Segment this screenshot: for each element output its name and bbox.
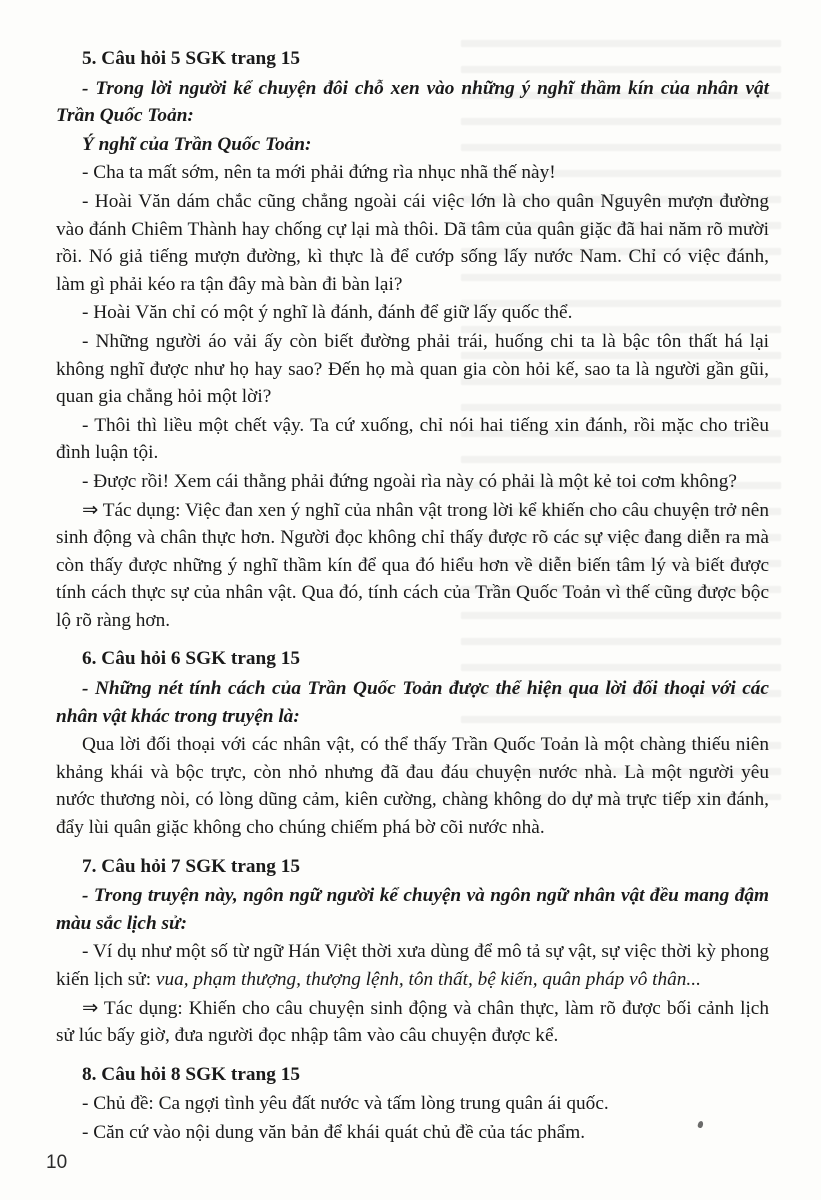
question-prompt-5: - Trong lời người kể chuyện đôi chỗ xen vào những ý nghĩ thầm kín của nhân vật Trần Quốc Toản: — [56, 77, 769, 127]
page-number: 10 — [46, 1152, 68, 1173]
list-item: - Thôi thì liều một chết vậy. Ta cứ xuống, chỉ nói hai tiếng xin đánh, rồi mặc cho triều đình luận tội. — [56, 414, 769, 464]
section-heading-5: 5. Câu hỏi 5 SGK trang 15 — [82, 48, 301, 69]
section-heading-7: 7. Câu hỏi 7 SGK trang 15 — [82, 855, 301, 877]
answer-paragraph-6: Qua lời đối thoại với các nhân vật, có thể thấy Trần Quốc Toản là một chàng thiếu niên khảng khái và bộc trực, còn nhỏ nhưng đã đau đáu chuyện nước nhà. Là một người yêu nước thương nòi, có lòng dũng cảm, kiên cường, chàng không do dự mà trực tiếp xin đánh, đẩy lùi quân giặc không cho chúng chiếm phá bờ cõi nước nhà. — [56, 734, 769, 839]
example-lead-text: - Ví dụ như một số từ ngữ Hán Việt thời xưa dùng để mô tả sự vật, sự việc thời kỳ phong kiến lịch sử: — [56, 941, 769, 990]
list-item: - Chủ đề: Ca ngợi tình yêu đất nước và tấm lòng trung quân ái quốc. — [82, 1093, 609, 1115]
effect-paragraph-7: ⇒ Tác dụng: Khiến cho câu chuyện sinh động và chân thực, làm rõ được bối cảnh lịch sử lúc bấy giờ, đưa người đọc nhập tâm vào câu chuyện được kể. — [56, 997, 769, 1047]
list-item: - Hoài Văn chỉ có một ý nghĩ là đánh, đánh để giữ lấy quốc thể. — [82, 302, 573, 324]
example-terms-italic: vua, phạm thượng, thượng lệnh, tôn thất, bệ kiến, quân pháp vô thân... — [155, 969, 701, 990]
question-prompt-6: - Những nét tính cách của Trần Quốc Toản được thể hiện qua lời đối thoại với các nhân vật khác trong truyện là: — [56, 678, 769, 727]
section-heading-8: 8. Câu hỏi 8 SGK trang 15 — [82, 1063, 301, 1085]
list-item: - Những người áo vải ấy còn biết đường phải trái, huống chi ta là bậc tôn thất há lại không nghĩ được như họ hay sao? Đến họ mà quan gia còn hỏi kế, sao ta là người gần gũi, quan gia chẳng hỏi một lời? — [56, 330, 769, 408]
question-prompt-7: - Trong truyện này, ngôn ngữ người kể chuyện và ngôn ngữ nhân vật đều mang đậm màu sắc lịch sử: — [56, 885, 769, 934]
list-item: - Hoài Văn dám chắc cũng chẳng ngoài cái việc lớn là cho quân Nguyên mượn đường vào đánh Chiêm Thành hay chống cự lại mà thôi. Dã tâm của quân giặc đã hai năm rõ mười rồi. Nó giả tiếng mượn đường, kì thực là để cướp sống lấy nước Nam. Chỉ có việc đánh, làm gì phải kéo ra tận đây mà bàn đi bàn lại? — [56, 190, 769, 295]
list-item: - Cha ta mất sớm, nên ta mới phải đứng rìa nhục nhã thế này! — [82, 162, 556, 184]
subheading-thoughts: Ý nghĩ của Trần Quốc Toản: — [82, 133, 312, 155]
section-heading-6: 6. Câu hỏi 6 SGK trang 15 — [82, 648, 301, 670]
effect-paragraph-5: ⇒ Tác dụng: Việc đan xen ý nghĩ của nhân vật trong lời kể khiến cho câu chuyện trở nên sinh động và chân thực hơn. Người đọc không chỉ thấy được rõ các sự việc đang diễn ra mà còn thấy được những ý nghĩ thầm kín để qua đó hiểu hơn về diễn biến tâm lý và biết được tính cách thực sự của nhân vật. Qua đó, tính cách của Trần Quốc Toản vì thế cũng được bộc lộ rõ ràng hơn. — [56, 499, 769, 631]
page-content — [56, 45, 769, 1147]
list-item: - Căn cứ vào nội dung văn bản để khái quát chủ đề của tác phẩm. — [82, 1121, 586, 1143]
example-paragraph-7 — [56, 938, 769, 993]
list-item: - Được rồi! Xem cái thằng phải đứng ngoài rìa này có phải là một kẻ toi cơm không? — [82, 470, 737, 492]
